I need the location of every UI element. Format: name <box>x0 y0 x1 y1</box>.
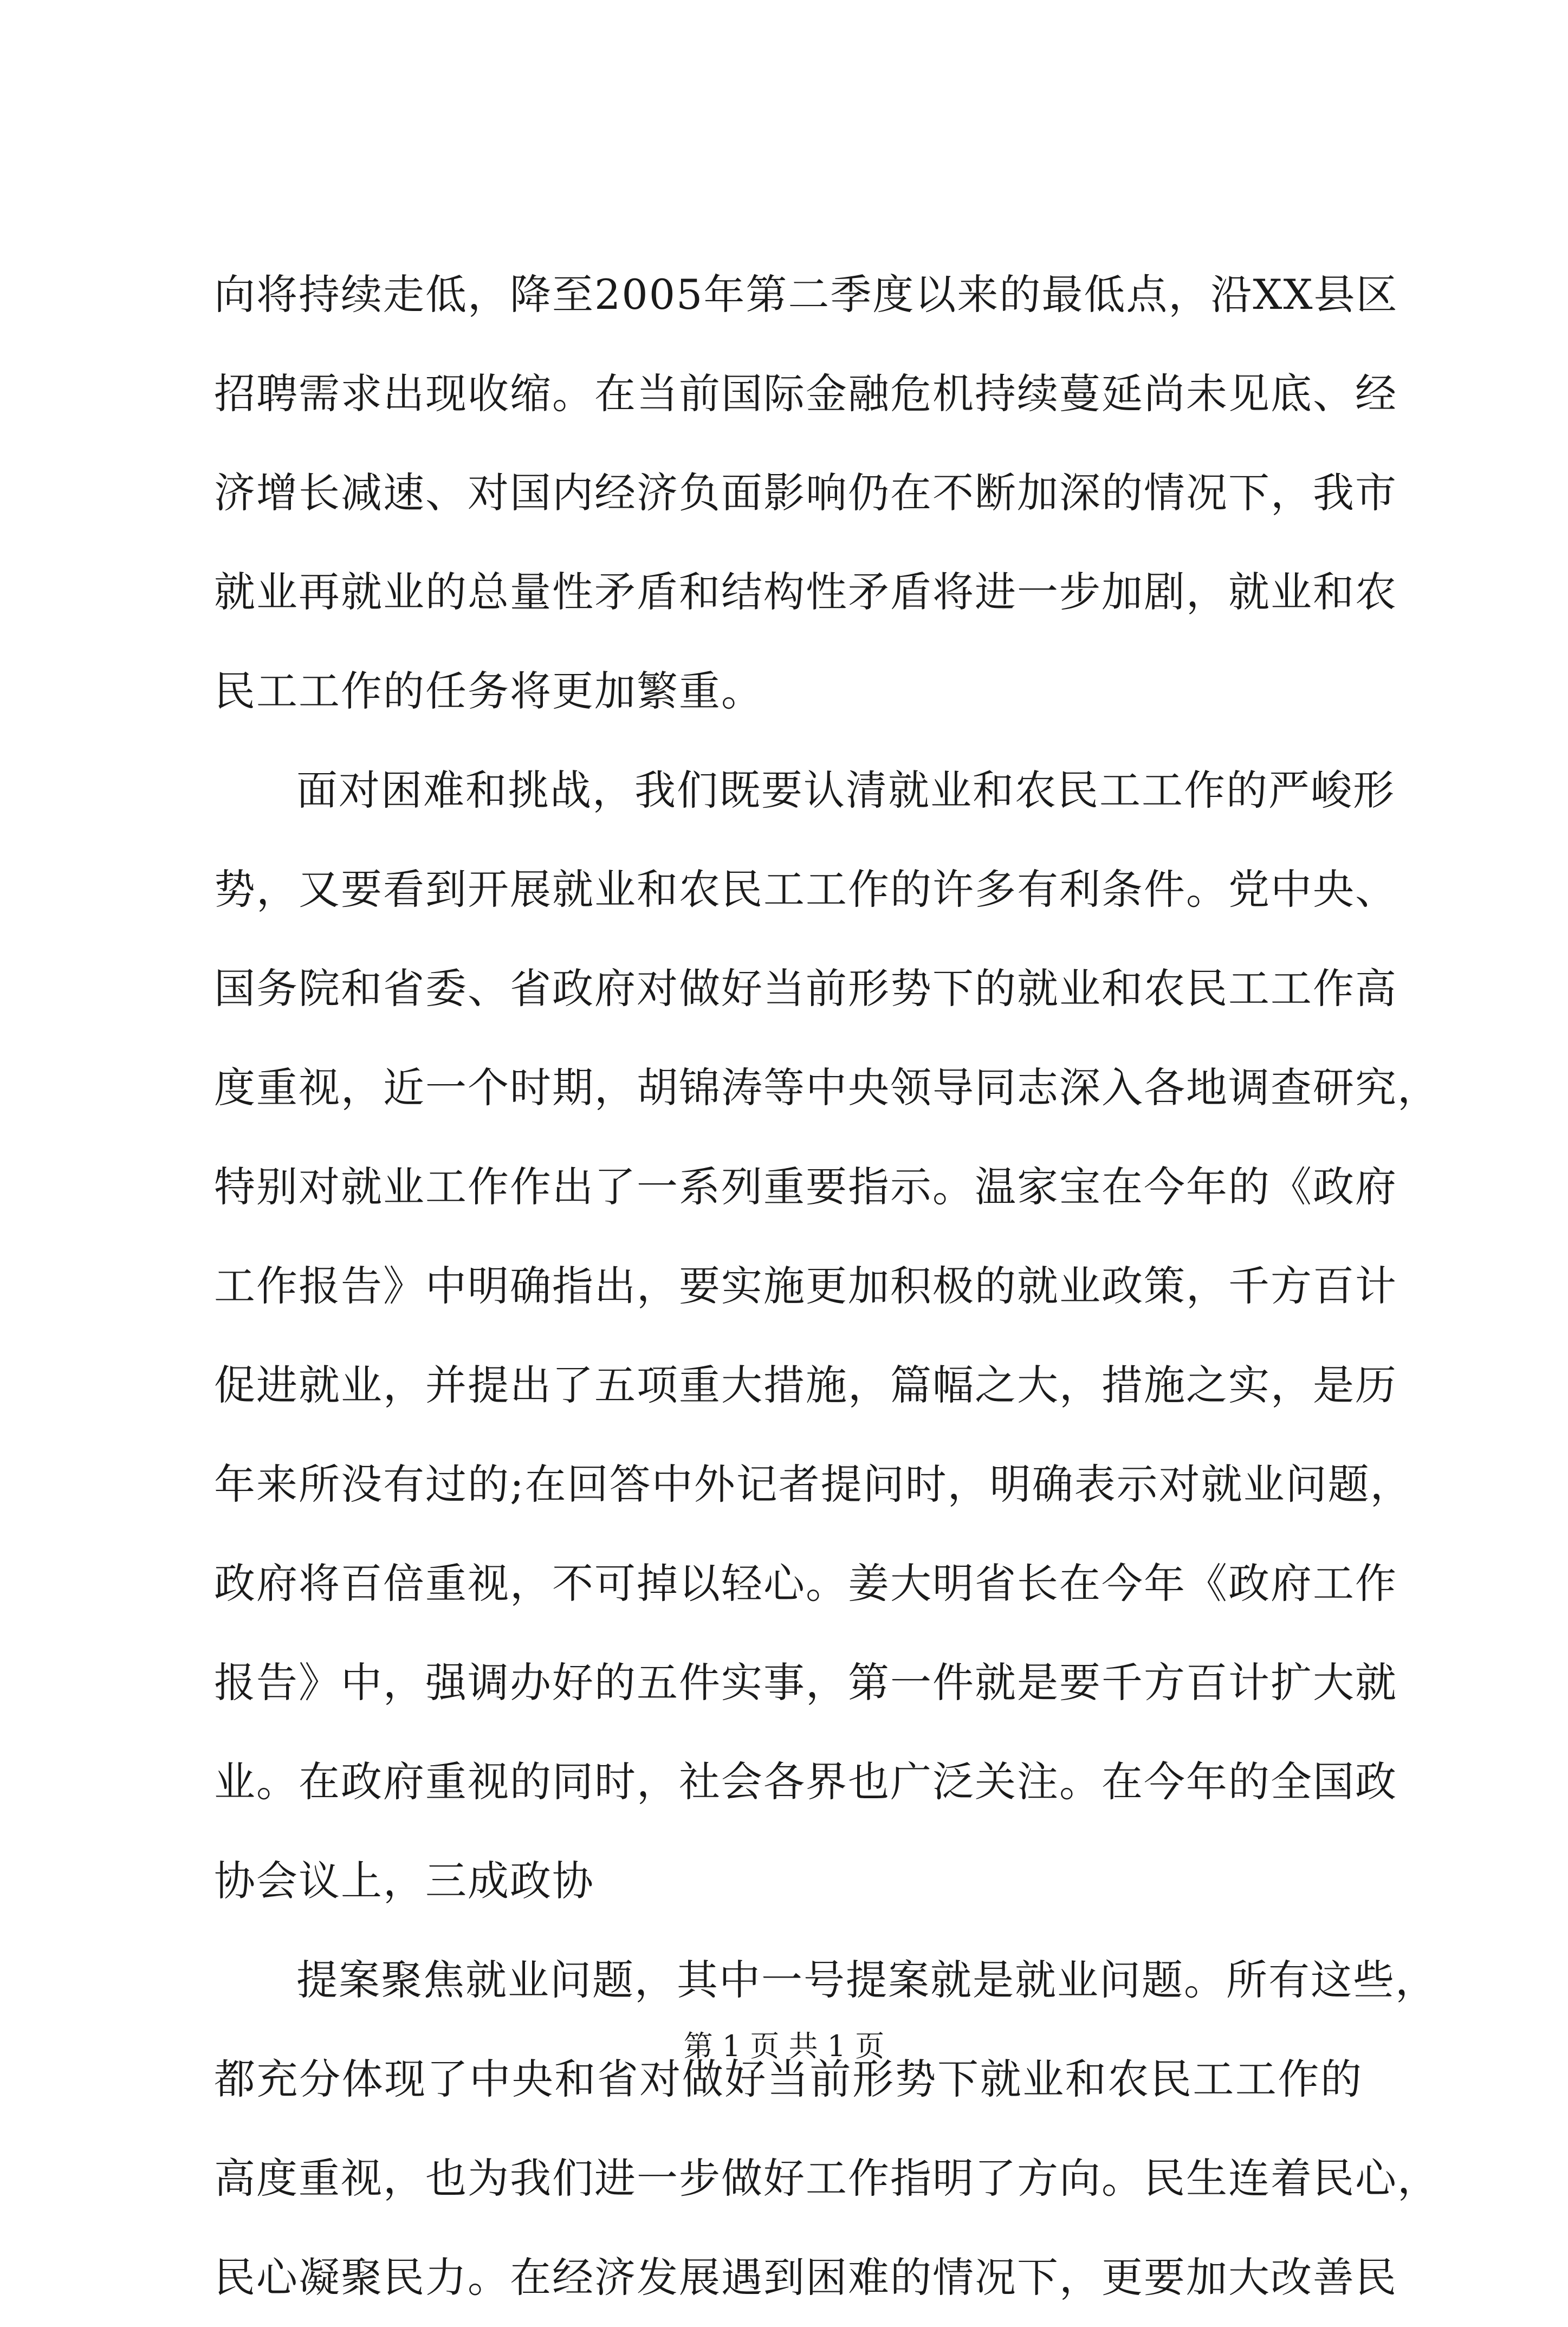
text-line: 国务院和省委、省政府对做好当前形势下的就业和农民工工作高 <box>214 964 1397 1013</box>
text-line: 招聘需求出现收缩。在当前国际金融危机持续蔓延尚未见底、经 <box>214 370 1397 418</box>
text-line: 济增长减速、对国内经济负面影响仍在不断加深的情况下，我市 <box>214 469 1397 517</box>
text-line: 工作报告》中明确指出，要实施更加积极的就业政策，千方百计 <box>214 1262 1397 1310</box>
text-line: 业。在政府重视的同时，社会各界也广泛关注。在今年的全国政 <box>214 1758 1397 1806</box>
text-line: 报告》中，强调办好的五件实事，第一件就是要千方百计扩大就 <box>214 1658 1397 1707</box>
text-line: 民心凝聚民力。在经济发展遇到困难的情况下，更要加大改善民 <box>214 2253 1397 2302</box>
text-line: 高度重视，也为我们进一步做好工作指明了方向。民生连着民心， <box>214 2154 1440 2202</box>
paragraph-first-line: 面对困难和挑战，我们既要认清就业和农民工工作的严峻形 <box>296 766 1395 814</box>
document-body <box>214 245 1440 2327</box>
text-line: 政府将百倍重视，不可掉以轻心。姜大明省长在今年《政府工作 <box>214 1559 1397 1607</box>
text-line: 年来所没有过的;在回答中外记者提问时，明确表示对就业问题， <box>214 1460 1413 1508</box>
text-line: 促进就业，并提出了五项重大措施，篇幅之大，措施之实，是历 <box>214 1361 1397 1409</box>
text-line: 向将持续走低，降至2005年第二季度以来的最低点，沿XX县区 <box>214 270 1398 319</box>
page-footer <box>0 2027 1568 2065</box>
text-line: 协会议上，三成政协 <box>214 1857 594 1905</box>
text-line: 特别对就业工作作出了一系列重要指示。温家宝在今年的《政府 <box>214 1163 1397 1211</box>
paragraph-first-line: 提案聚焦就业问题，其中一号提案就是就业问题。所有这些， <box>296 1956 1437 2004</box>
text-line: 民工工作的任务将更加繁重。 <box>214 667 763 715</box>
text-line: 都充分体现了中央和省对做好当前形势下就业和农民工工作的 <box>214 2055 1363 2103</box>
text-line: 就业再就业的总量性矛盾和结构性矛盾将进一步加剧，就业和农 <box>214 568 1397 616</box>
text-line: 度重视，近一个时期，胡锦涛等中央领导同志深入各地调查研究， <box>214 1064 1440 1112</box>
text-line: 势，又要看到开展就业和农民工工作的许多有利条件。党中央、 <box>214 865 1397 913</box>
page-number: 第 1 页 共 1 页 <box>683 2029 885 2063</box>
